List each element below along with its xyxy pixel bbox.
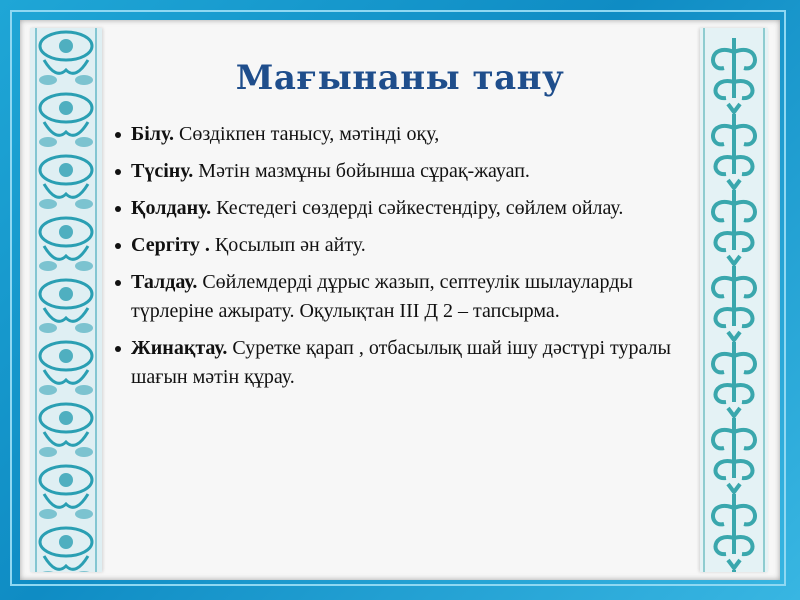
- bullet-item: [115, 334, 685, 392]
- slide-title: Мағынаны тану: [235, 58, 565, 98]
- bullet-text: Сөйлемдерді дұрыс жазып, септеулік шылауларды түрлеріне ажырату. Оқулықтан ІІІ Д 2 – тапсырма.: [131, 271, 633, 322]
- bullet-text: Мәтін мазмұны бойынша сұрақ-жауап.: [193, 160, 530, 182]
- slide-content: [115, 20, 685, 580]
- bullet-icon: [115, 206, 121, 212]
- bullet-item: [115, 268, 685, 326]
- bullet-text: Суретке қарап , отбасылық шай ішу дәстүрі туралы шағын мәтін құрау.: [131, 337, 671, 388]
- bullet-item: [115, 194, 685, 223]
- bullet-text: Кестедегі сөздерді сәйкестендіру, сөйлем ойлау.: [211, 197, 624, 219]
- bullet-list: [115, 120, 685, 400]
- bullet-icon: [115, 280, 121, 286]
- kazakh-ornament-icon: [700, 28, 768, 572]
- bullet-term: Түсіну.: [131, 160, 194, 182]
- bullet-term: Жинақтау.: [131, 337, 228, 359]
- bullet-item: [115, 231, 685, 260]
- bullet-icon: [115, 132, 121, 138]
- bullet-text: Сөздікпен танысу, мәтінді оқу,: [174, 123, 440, 145]
- bullet-text: Қосылып ән айту.: [209, 234, 366, 256]
- bullet-icon: [115, 243, 121, 249]
- bullet-icon: [115, 169, 121, 175]
- bullet-term: Сергіту .: [131, 234, 210, 256]
- slide: [20, 20, 780, 580]
- bullet-term: Қолдану.: [131, 197, 212, 219]
- bullet-item: [115, 120, 685, 149]
- bullet-icon: [115, 346, 121, 352]
- floral-ornament-icon: [30, 28, 102, 572]
- bullet-term: Талдау.: [131, 271, 198, 293]
- bullet-item: [115, 157, 685, 186]
- bullet-term: Білу.: [131, 123, 174, 145]
